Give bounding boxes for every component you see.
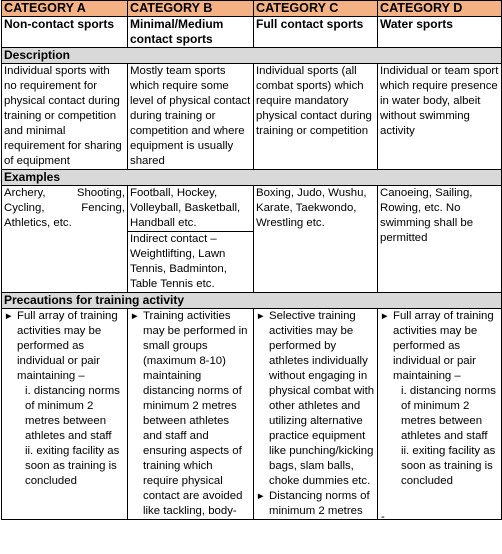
- examples-d: Canoeing, Sailing, Rowing, etc. No swimming shall be permitted: [378, 186, 502, 293]
- precautions-a-bullet: [4, 309, 125, 384]
- category-b-name: Minimal/Medium contact sports: [128, 17, 254, 48]
- description-b: Mostly team sports which require some level of physical contact during training or competition and where equipment is usually shared: [128, 64, 254, 170]
- examples-c: Boxing, Judo, Wushu, Karate, Taekwondo, Wrestling etc.: [254, 186, 378, 293]
- precautions-row: [2, 309, 502, 520]
- precautions-section-title: Precautions for training activity: [2, 293, 502, 309]
- precautions-a: [2, 309, 128, 520]
- category-d-name: Water sports: [378, 17, 502, 48]
- description-section-row: [2, 48, 502, 64]
- precautions-d-item-i: i. distancing norms of minimum 2 metres between athletes and staff: [401, 385, 496, 442]
- bullet-arrow-icon: ►: [256, 311, 266, 322]
- examples-b-direct: Football, Hockey, Volleyball, Basketball, Handball etc.: [128, 186, 254, 232]
- bullet-arrow-icon: ►: [4, 311, 14, 322]
- precautions-d-bullet: [380, 309, 499, 384]
- examples-row-1: [2, 186, 502, 232]
- precautions-c-text-2: Distancing norms of minimum 2 metres: [269, 490, 370, 517]
- examples-b-indirect: Indirect contact – Weightlifting, Lawn Tennis, Badminton, Table Tennis etc.: [128, 232, 254, 293]
- description-a: Individual sports with no requirement for physical contact during training or competition and minimal requirement for sharing of equipment: [2, 64, 128, 170]
- precautions-b-bullet: [130, 309, 251, 519]
- description-section-title: Description: [2, 48, 502, 64]
- category-header-row: [2, 1, 502, 17]
- category-a-heading: CATEGORY A: [2, 1, 128, 17]
- category-d-heading: CATEGORY D: [378, 1, 502, 17]
- bullet-arrow-icon: ►: [256, 491, 266, 502]
- precautions-a-text: Full array of training activities may be performed as individual or pair maintaining –: [17, 310, 118, 382]
- bullet-arrow-icon: ►: [380, 311, 390, 322]
- examples-a: Archery, Shooting, Cycling, Fencing, Athletics, etc.: [2, 186, 128, 293]
- precautions-d: [378, 309, 502, 520]
- precautions-a-item-ii: ii. exiting facility as soon as training is concluded: [25, 445, 120, 487]
- sports-category-table: [1, 0, 502, 520]
- category-b-heading: CATEGORY B: [128, 1, 254, 17]
- category-c-name: Full contact sports: [254, 17, 378, 48]
- stray-dash: -: [381, 511, 385, 523]
- examples-section-row: [2, 170, 502, 186]
- category-name-row: [2, 17, 502, 48]
- precautions-c-bullet-1: [256, 309, 375, 489]
- category-a-name: Non-contact sports: [2, 17, 128, 48]
- precautions-c-text: Selective training activities may be performed by athletes individually without engaging in physical combat with other athletes and utilizing alternative practice equipment like punching/kicking bags, slam balls, choke dummies etc.: [269, 310, 375, 487]
- description-d: Individual or team sport which require presence in water body, albeit without swimming activity: [378, 64, 502, 170]
- bullet-arrow-icon: ►: [130, 311, 140, 322]
- precautions-b-text: Training activities may be performed in small groups (maximum 8-10) maintaining distancing norms of minimum 2 metres between athletes and staff and ensuring aspects of training which require physical contact are avoided like tackling, body-: [143, 310, 248, 517]
- precautions-c: [254, 309, 378, 520]
- examples-section-title: Examples: [2, 170, 502, 186]
- precautions-section-row: [2, 293, 502, 309]
- precautions-b: [128, 309, 254, 520]
- category-c-heading: CATEGORY C: [254, 1, 378, 17]
- description-row: [2, 64, 502, 170]
- precautions-c-bullet-2: [256, 489, 375, 519]
- precautions-a-item-i: i. distancing norms of minimum 2 metres between athletes and staff: [25, 385, 120, 442]
- precautions-d-text: Full array of training activities may be performed as individual or pair maintaining –: [393, 310, 494, 382]
- description-c: Individual sports (all combat sports) which require mandatory physical contact during training or competition: [254, 64, 378, 170]
- precautions-d-item-ii: ii. exiting facility as soon as training is concluded: [401, 445, 496, 487]
